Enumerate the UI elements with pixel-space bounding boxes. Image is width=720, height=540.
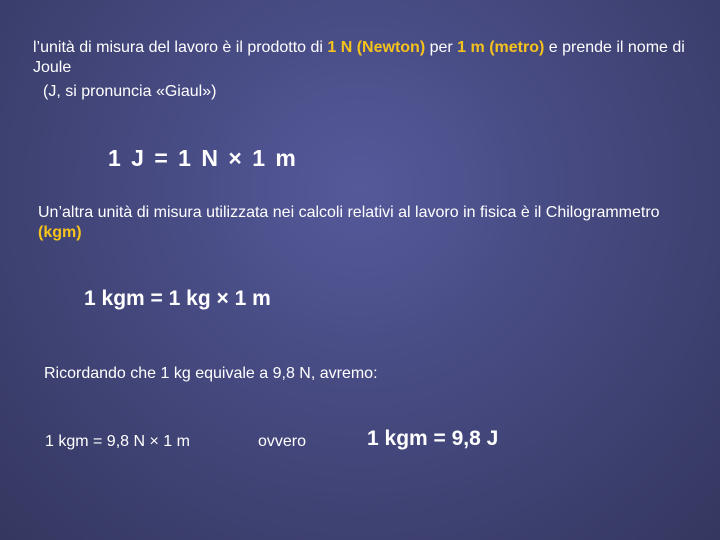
definition-text: l’unità di misura del lavoro è il prodotto di — [33, 39, 328, 56]
kgm-highlight: (kgm) — [38, 224, 82, 241]
conversion-equation: 1 kgm = 9,8 N × 1 m — [45, 433, 190, 450]
kilogrammetre-equation: 1 kgm = 1 kg × 1 m — [84, 287, 271, 310]
conversion-paragraph: Ricordando che 1 kg equivale a 9,8 N, avremo: — [44, 365, 378, 382]
joule-definition-paragraph — [33, 38, 703, 78]
pronunciation-note: (J, si pronuncia «Giaul») — [43, 83, 217, 100]
definition-text: e prende il nome di Joule — [33, 39, 685, 76]
kilogrammetre-text: Un’altra unità di misura utilizzata nei calcoli relativi al lavoro in fisica è il Chilogrammetro — [38, 204, 660, 221]
joule-equation: 1 J = 1 N × 1 m — [108, 145, 298, 171]
result-equation: 1 kgm = 9,8 J — [367, 427, 499, 450]
metre-highlight: 1 m (metro) — [457, 39, 545, 56]
connector-word: ovvero — [258, 433, 307, 450]
newton-highlight: 1 N (Newton) — [327, 39, 426, 56]
definition-text: per — [425, 39, 458, 56]
kilogrammetre-paragraph — [38, 203, 678, 243]
